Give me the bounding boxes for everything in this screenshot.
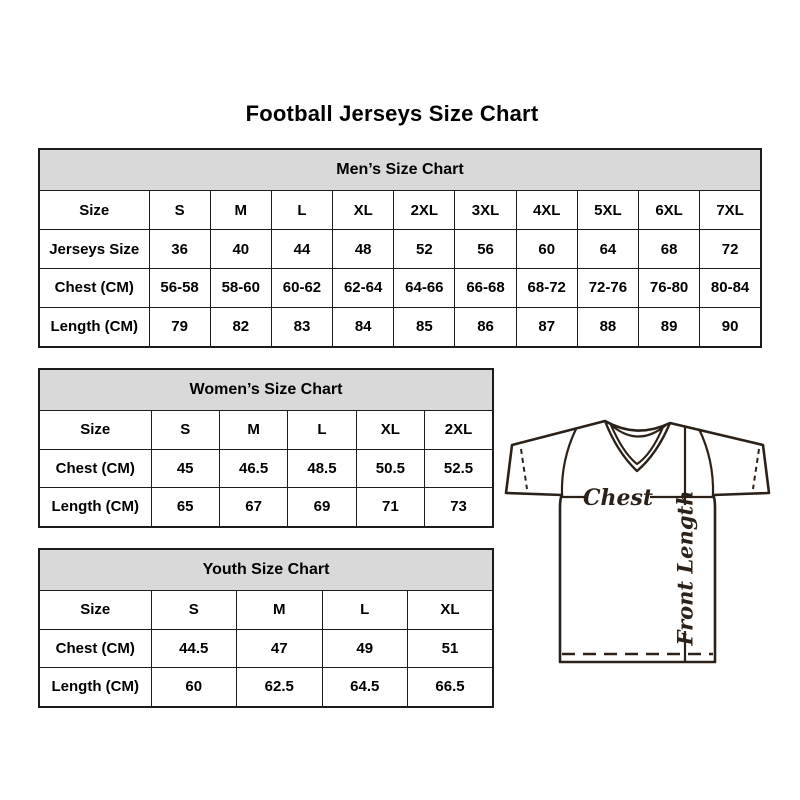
table-row [39,449,493,487]
cell-value: 52 [394,230,455,269]
row-label: Chest (CM) [39,268,149,307]
youth-size-chart-table [38,548,494,708]
cell-value: XL [356,411,424,449]
cell-value: 76-80 [639,268,700,307]
cell-value: 56-58 [149,268,210,307]
cell-value: 68-72 [516,268,577,307]
cell-value: 45 [151,449,219,487]
cell-value: S [151,411,219,449]
cell-value: 58-60 [210,268,271,307]
cell-value: S [151,591,237,629]
row-label: Length (CM) [39,667,151,707]
cell-value: 64.5 [322,667,408,707]
cell-value: 88 [577,307,638,347]
row-label: Length (CM) [39,487,151,527]
cell-value: 5XL [577,191,638,230]
row-label: Size [39,191,149,230]
left-armhole-seam-icon [562,429,576,495]
row-label: Chest (CM) [39,629,151,667]
cell-value: 85 [394,307,455,347]
cell-value: 73 [425,487,493,527]
cell-value: L [288,411,356,449]
row-label: Size [39,591,151,629]
cell-value: 44 [271,230,332,269]
cell-value: 60 [516,230,577,269]
cell-value: 89 [639,307,700,347]
cell-value: 49 [322,629,408,667]
cell-value: 67 [219,487,287,527]
cell-value: 3XL [455,191,516,230]
cell-value: 47 [237,629,323,667]
cell-value: XL [408,591,494,629]
cell-value: 79 [149,307,210,347]
cell-value: 72-76 [577,268,638,307]
row-label: Length (CM) [39,307,149,347]
cell-value: 82 [210,307,271,347]
table-row [39,591,493,629]
cell-value: 6XL [639,191,700,230]
cell-value: 84 [333,307,394,347]
cell-value: 65 [151,487,219,527]
cell-value: 83 [271,307,332,347]
table-title-row [39,149,761,191]
cell-value: 68 [639,230,700,269]
men-table-title: Men’s Size Chart [39,149,761,191]
cell-value: S [149,191,210,230]
jersey-measurement-diagram [500,408,780,673]
front-length-label: Front Length [672,490,698,646]
cell-value: 86 [455,307,516,347]
cell-value: 40 [210,230,271,269]
mens-size-chart-table [38,148,762,348]
page-title: Football Jerseys Size Chart [245,101,539,126]
row-label: Jerseys Size [39,230,149,269]
cell-value: 56 [455,230,516,269]
cell-value: 2XL [425,411,493,449]
cell-value: 62.5 [237,667,323,707]
row-label: Size [39,411,151,449]
cell-value: 7XL [700,191,761,230]
table-row [39,411,493,449]
table-row [39,230,761,269]
cell-value: 87 [516,307,577,347]
cell-value: 71 [356,487,424,527]
table-title-row [39,369,493,411]
cell-value: 60 [151,667,237,707]
cell-value: 52.5 [425,449,493,487]
cell-value: 51 [408,629,494,667]
table-row [39,307,761,347]
cell-value: M [219,411,287,449]
table-title-row [39,549,493,591]
jersey-outline-icon [506,421,769,662]
cell-value: 90 [700,307,761,347]
cell-value: 48 [333,230,394,269]
cell-value: XL [333,191,394,230]
cell-value: L [271,191,332,230]
table-row [39,268,761,307]
cell-value: 66.5 [408,667,494,707]
cell-value: 48.5 [288,449,356,487]
right-cuff-stitch-icon [753,449,759,489]
womens-size-chart-table [38,368,494,528]
cell-value: 2XL [394,191,455,230]
chest-label: Chest [582,485,654,511]
cell-value: 62-64 [333,268,394,307]
row-label: Chest (CM) [39,449,151,487]
table-row [39,191,761,230]
cell-value: 36 [149,230,210,269]
cell-value: M [237,591,323,629]
youth-table-title: Youth Size Chart [39,549,493,591]
cell-value: 80-84 [700,268,761,307]
cell-value: 60-62 [271,268,332,307]
cell-value: 66-68 [455,268,516,307]
cell-value: 4XL [516,191,577,230]
cell-value: 64-66 [394,268,455,307]
cell-value: 44.5 [151,629,237,667]
cell-value: M [210,191,271,230]
table-row [39,629,493,667]
table-row [39,487,493,527]
table-row [39,667,493,707]
cell-value: 64 [577,230,638,269]
cell-value: 72 [700,230,761,269]
cell-value: 50.5 [356,449,424,487]
left-cuff-stitch-icon [521,449,527,489]
women-table-title: Women’s Size Chart [39,369,493,411]
right-armhole-seam-icon [699,429,713,495]
cell-value: 46.5 [219,449,287,487]
cell-value: 69 [288,487,356,527]
cell-value: L [322,591,408,629]
